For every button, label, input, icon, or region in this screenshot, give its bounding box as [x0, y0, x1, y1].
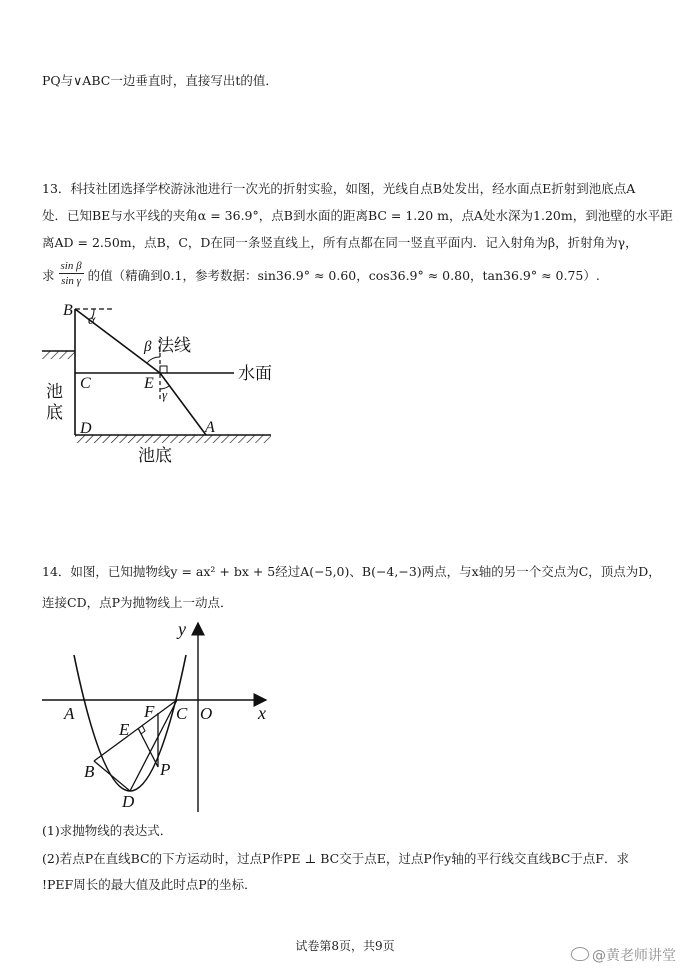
- svg-text:P: P: [160, 760, 171, 779]
- svg-text:E: E: [119, 720, 130, 739]
- sin-fraction: $\frac{\text{sin β}}{\text{sin γ}}$: [60, 260, 82, 287]
- svg-text:A: A: [64, 704, 75, 723]
- svg-text:x: x: [258, 703, 266, 723]
- parabola-figure: [38, 617, 273, 815]
- weibo-icon: [571, 947, 589, 961]
- svg-text:O: O: [200, 704, 213, 723]
- refraction-figure: [38, 295, 288, 470]
- page-footer: 试卷第8页，共9页: [295, 939, 395, 953]
- svg-text:A: A: [205, 419, 215, 436]
- svg-text:γ: γ: [162, 387, 168, 402]
- svg-text:B: B: [63, 302, 73, 319]
- svg-text:D: D: [122, 792, 135, 811]
- q13-line1: 13．科技社团选择学校游泳池进行一次光的折射实验，如图，光线自点B处发出，经水面点E折射到池底点A: [42, 181, 636, 196]
- q14-line1: 14．如图，已知抛物线y = ax² + bx + 5经过A(−5,0)、B(−4,−3)两点，与x轴的另一个交点为C，顶点为D，: [42, 564, 661, 579]
- svg-text:E: E: [144, 375, 154, 392]
- svg-text:池: 池: [46, 382, 63, 402]
- previous-question-tail: PQ与∨ABC一边垂直时，直接写出t的值．: [42, 73, 278, 88]
- svg-text:β: β: [144, 339, 152, 355]
- q14-sub1: (1)求抛物线的表达式．: [42, 823, 173, 838]
- q14-sub2: (2)若点P在直线BC的下方运动时，过点P作PE ⊥ BC交于点E，过点P作y轴的平行线交直线BC于点F．求: [42, 851, 629, 866]
- svg-text:法线: 法线: [157, 336, 191, 356]
- q13-line3: 离AD = 2.50m，点B，C，D在同一条竖直线上，所有点都在同一竖直平面内．记入射角为β，折射角为γ，: [42, 235, 638, 250]
- svg-text:F: F: [144, 702, 155, 721]
- svg-text:B: B: [84, 762, 95, 781]
- line-BC: [94, 700, 177, 761]
- svg-text:水面: 水面: [238, 364, 272, 384]
- pool-bottom-hatch: [75, 435, 271, 443]
- svg-text:C: C: [80, 375, 91, 392]
- q13-line4: 求 $\frac{\text{sin β}}{\text{sin γ}}$ 的值（精确到0.1，参考数据：sin36.9° ≈ 0.60，cos36.9° ≈ 0.80，tan36.9° ≈ 0.75）.: [42, 260, 600, 287]
- svg-text:C: C: [176, 704, 188, 723]
- svg-text:D: D: [80, 420, 92, 437]
- left-ground-hatch: [42, 351, 75, 359]
- q14-sub2-cont: !PEF周长的最大值及此时点P的坐标．: [42, 877, 257, 892]
- watermark: @黄老师讲堂: [571, 945, 676, 965]
- svg-text:y: y: [178, 619, 186, 639]
- svg-text:α: α: [88, 313, 96, 328]
- q13-line2: 处．已知BE与水平线的夹角α = 36.9°，点B到水面的距离BC = 1.20 m，点A处水深为1.20m，到池壁的水平距: [42, 208, 673, 223]
- q14-line2: 连接CD，点P为抛物线上一动点．: [42, 595, 233, 610]
- svg-text:池底: 池底: [138, 446, 172, 466]
- svg-text:底: 底: [46, 403, 63, 423]
